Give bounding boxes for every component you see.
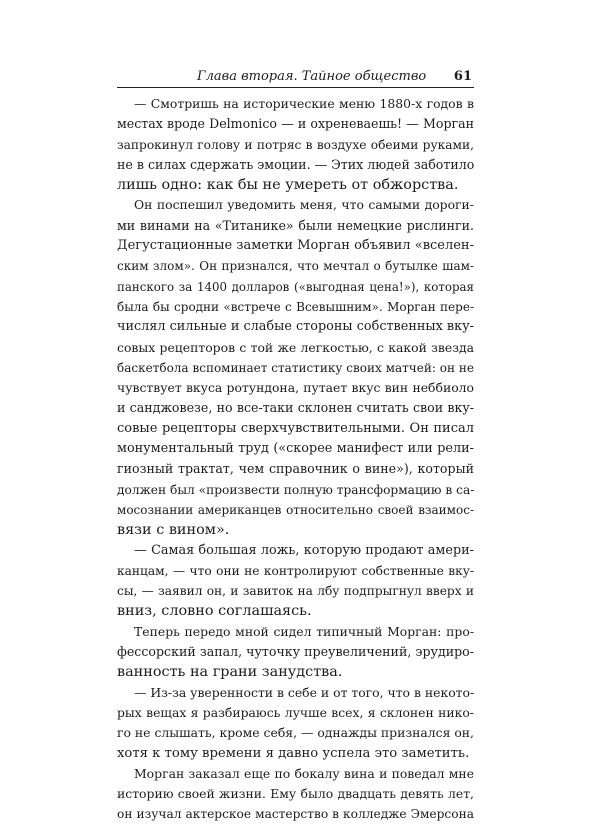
text-line: историю своей жизни. Ему было двадцать девять лет,	[117, 786, 474, 802]
running-header	[117, 69, 474, 88]
text-line: совые рецепторы сверхчувствительными. Он писал	[117, 420, 474, 436]
text-line: лишь одно: как бы не умереть от обжорства.	[117, 177, 459, 194]
text-line: — Самая большая ложь, которую продают амери-	[134, 542, 474, 558]
text-line: канцам, — что они не контролируют собственные вку-	[117, 563, 474, 578]
text-line: панского за 1400 долларов («выгодная цена!»), которая	[117, 279, 474, 294]
text-line: сы, — заявил он, и завиток на лбу подпрыгнул вверх и	[117, 584, 474, 599]
text-line: числял сильные и слабые стороны собственных вку-	[117, 319, 474, 335]
text-line: запрокинул голову и потряс в воздухе обеими руками,	[117, 137, 474, 152]
text-line: вязи с вином».	[117, 522, 230, 539]
text-line: Он поспешил уведомить меня, что самыми дороги-	[134, 197, 474, 213]
text-line: ми винами на «Титанике» были немецкие рислинги.	[117, 217, 474, 233]
text-line: ванность на грани занудства.	[117, 664, 343, 681]
text-line: баскетбола вспоминает статистику своих матчей: он не	[117, 360, 474, 375]
text-line: мосознании американцев относительно своей взаимос-	[117, 502, 474, 517]
text-line: гиозный трактат, чем справочник о вине»), который	[117, 461, 474, 477]
page-number: 61	[453, 69, 472, 84]
text-line: монументальный труд («скорее манифест или рели-	[117, 441, 474, 457]
text-line: была бы сродни «встрече с Всевышним». Морган пере-	[117, 299, 474, 314]
text-line: местах вроде Delmonico — и охреневаешь! — Морган	[117, 116, 474, 132]
text-line: вниз, словно соглашаясь.	[117, 603, 312, 620]
chapter-title: Глава вторая. Тайное общество	[197, 69, 427, 84]
text-line: фессорский запал, чуточку преувеличений, эрудиро-	[117, 644, 474, 660]
text-line: не в силах сдержать эмоции. — Этих людей заботило	[117, 156, 475, 172]
text-line: хотя к тому времени я давно успела это заметить.	[117, 745, 470, 761]
text-line: Морган заказал еще по бокалу вина и поведал мне	[134, 765, 474, 781]
text-line: он изучал актерское мастерство в колледже Эмерсона	[117, 807, 474, 822]
text-line: рых вещах я разбираюсь лучше всех, я склонен нико-	[117, 704, 474, 720]
text-line: Теперь передо мной сидел типичный Морган: про-	[134, 623, 474, 639]
text-line: чувствует вкуса ротундона, путает вкус вин неббиоло	[117, 380, 474, 396]
text-line: должен был «произвести полную трансформацию в са-	[117, 482, 475, 497]
text-line: ским злом». Он признался, что мечтал о бутылке шам-	[117, 259, 474, 274]
text-line: — Из-за уверенности в себе и от того, что в некото-	[134, 684, 475, 700]
text-line: — Смотришь на исторические меню 1880-х годов в	[134, 96, 474, 111]
text-line: совых рецепторов с той же легкостью, с какой звезда	[117, 339, 474, 355]
text-line: го не слышать, кроме себя, — однажды признался он,	[117, 725, 474, 741]
body-text	[117, 94, 474, 825]
text-line: и санджовезе, но все-таки склонен считать свои вку-	[117, 400, 474, 416]
text-line: Дегустационные заметки Морган объявил «вселен-	[117, 238, 474, 254]
